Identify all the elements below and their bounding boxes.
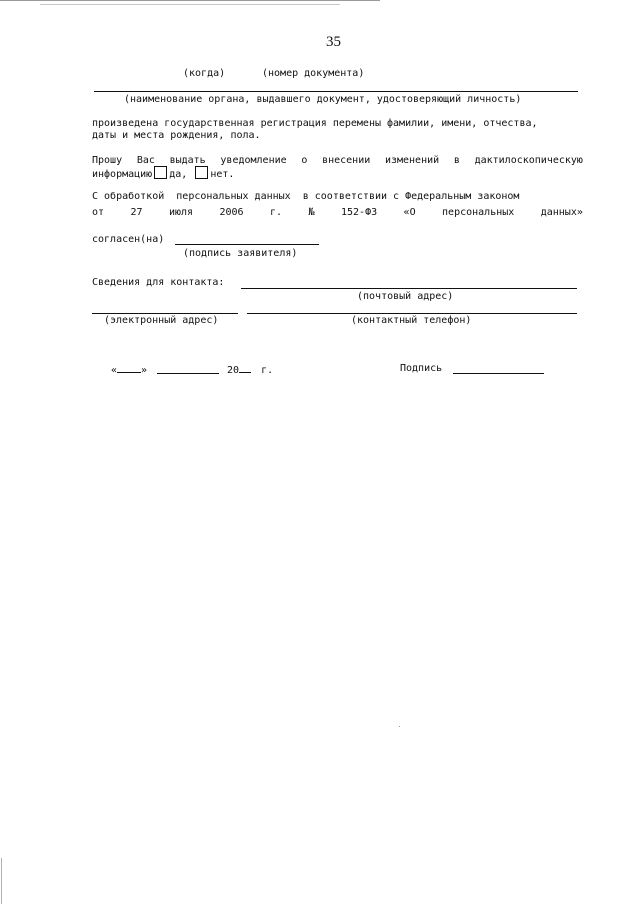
consent-text-line1: С обработкой персональных данных в соответствии с Федеральным законом xyxy=(92,191,520,202)
no-label: нет. xyxy=(210,169,235,180)
scan-top-edge-2 xyxy=(40,4,340,5)
info-label: информацию xyxy=(92,169,153,180)
consent-text-line2: от 27 июля 2006 г. № 152-ФЗ «О персональных данных» xyxy=(92,207,583,218)
caption-issuing-body: (наименование органа, выдавшего документ, удостоверяющий личность) xyxy=(124,94,522,105)
agree-label: согласен(на) xyxy=(92,234,165,245)
yes-label: да, xyxy=(169,169,188,180)
year-field xyxy=(227,363,273,376)
quote-open: « xyxy=(111,365,118,376)
day-blank[interactable] xyxy=(117,363,141,373)
issuing-body-line[interactable] xyxy=(94,91,578,92)
scan-top-edge xyxy=(0,0,380,1)
caption-postal-address: (почтовый адрес) xyxy=(357,291,454,302)
caption-applicant-signature: (подпись заявителя) xyxy=(183,248,298,259)
signature-line[interactable] xyxy=(453,373,544,374)
request-text-line1: Прошу Вас выдать уведомление о внесении изменений в дактилоскопическую xyxy=(92,155,583,166)
request-text-line2 xyxy=(92,166,234,180)
registration-text-line1: произведена государственная регистрация перемены фамилии, имени, отчества, xyxy=(92,118,538,129)
page-number: 35 xyxy=(326,34,341,50)
caption-when: (когда) xyxy=(183,68,226,79)
year-prefix: 20 xyxy=(227,365,240,376)
postal-address-line[interactable] xyxy=(241,288,577,289)
applicant-signature-line[interactable] xyxy=(175,244,319,245)
caption-email: (электронный адрес) xyxy=(104,315,219,326)
quote-close: » xyxy=(141,365,148,376)
signature-label: Подпись xyxy=(400,363,443,374)
year-blank[interactable] xyxy=(239,363,251,373)
checkbox-no[interactable] xyxy=(195,166,208,179)
phone-line[interactable] xyxy=(247,313,577,314)
month-line[interactable] xyxy=(157,373,219,374)
contact-label: Сведения для контакта: xyxy=(92,277,225,288)
year-suffix: г. xyxy=(261,365,274,376)
caption-phone: (контактный телефон) xyxy=(351,315,472,326)
caption-doc-number: (номер документа) xyxy=(262,68,365,79)
checkbox-yes[interactable] xyxy=(154,166,167,179)
email-line[interactable] xyxy=(92,313,238,314)
registration-text-line2: даты и места рождения, пола. xyxy=(92,130,261,141)
scan-left-edge xyxy=(1,858,2,904)
scan-speck xyxy=(399,726,400,727)
date-day-field xyxy=(111,363,147,376)
